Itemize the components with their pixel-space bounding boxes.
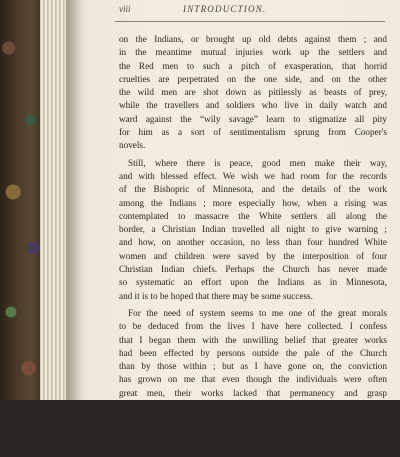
text-line: and with blessed effect. We wish we had room for the records — [119, 170, 387, 181]
text-line: of the Bishopric of Minnesota, and the details of the work — [119, 184, 387, 195]
text-line: that Church work, as such, has had. — [119, 401, 250, 412]
text-line: and it is to be hoped that there may be some success. — [119, 290, 313, 301]
paragraph — [119, 33, 387, 153]
text-line: in the meantime mutual injuries work up the settlers and — [119, 47, 387, 58]
text-line: that I began them with the unwilling belief that greater works — [119, 334, 387, 345]
book-page — [66, 0, 400, 455]
text-line: prevented the original great founders from being invested with — [119, 431, 387, 442]
text-line: had been effected by persons outside the pale of the Church — [119, 347, 387, 358]
book-binding — [0, 0, 44, 400]
text-line: the Red men to such a pitch of exasperation, that horrid — [119, 60, 387, 71]
paragraph — [119, 307, 387, 413]
page-number: viii — [119, 4, 131, 14]
body-text — [119, 33, 387, 457]
text-line: and how, on another occasion, no less than four hundred White — [119, 237, 387, 248]
text-line: Christian Indian chiefs. Perhaps the Church has never made — [119, 264, 387, 275]
text-line: while the travellers and soldiers who live in daily watch and — [119, 100, 387, 111]
text-line: for him as a sort of sentimentalism sprung from Cooper's — [119, 127, 387, 138]
text-line: than by those within ; but as I have gone on, the conviction — [119, 361, 387, 372]
text-line: cruelties are perpetrated on the one side, and on the other — [119, 73, 387, 84]
paragraph — [119, 417, 387, 457]
paragraph — [119, 157, 387, 303]
text-line: contemplated to massacre the White settlers all along the — [119, 210, 387, 221]
text-line: to be deduced from the lives I have here collected. I confess — [119, 321, 387, 332]
text-line: the wild men are shot down as pitilessly as beasts of prey, — [119, 87, 387, 98]
text-line: the power that is really needed in training and disciplining — [119, 444, 387, 455]
text-line: For the need of system seems to me one of the great morals — [128, 307, 387, 318]
text-line: great men, their works lacked that permanency and grasp — [119, 387, 387, 398]
header-rule — [115, 21, 385, 22]
text-line: on the Indians, or brought up old debts against them ; and — [119, 34, 387, 44]
text-line: women and children were saved by the interposition of four — [119, 250, 387, 261]
running-head — [66, 4, 400, 18]
text-line: so systematic an effort upon the Indians as in Minnesota, — [119, 277, 387, 288]
text-line: among the Indians ; more especially how, when a rising was — [119, 197, 387, 208]
text-line: ward against the “wily savage” learn to stigmatize all pity — [119, 113, 387, 124]
text-line: The equality of rank in the ministry of other bodies has — [128, 418, 387, 429]
gutter-shadow — [66, 0, 84, 400]
text-line: has grown on me that even though the individuals were often — [119, 374, 387, 385]
running-title: INTRODUCTION. — [183, 4, 267, 14]
text-line: border, a Christian Indian travelled all night to give warning ; — [119, 224, 387, 235]
text-line: Still, where there is peace, good men make their way, — [128, 157, 387, 168]
text-line: novels. — [119, 140, 146, 151]
